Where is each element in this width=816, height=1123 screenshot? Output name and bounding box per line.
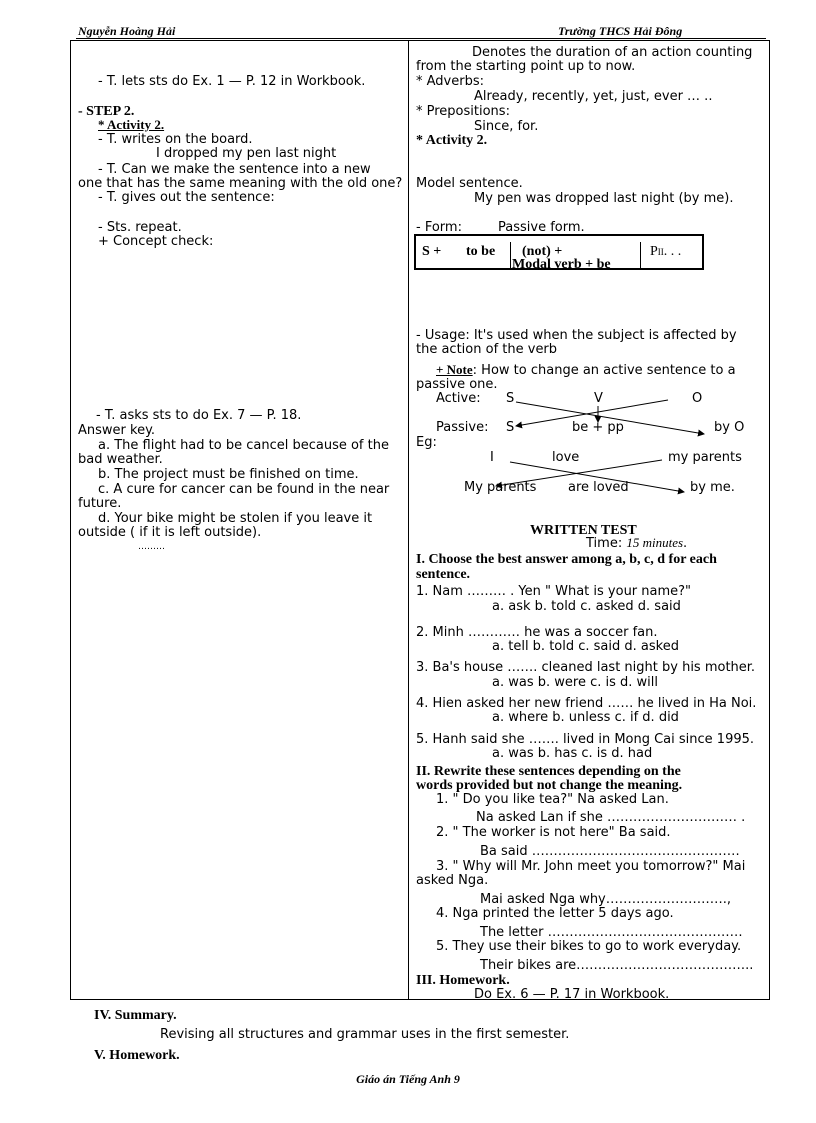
section-1-title: I. Choose the best answer among a, b, c, d for each [416,552,717,567]
answer-b: b. The project must be finished on time. [98,467,359,482]
step-2-heading: - STEP 2. [78,104,135,119]
question-2-options: a. tell b. told c. said d. asked [492,639,679,654]
section-1-title-2: sentence. [416,567,471,582]
arrow-s-to-by [516,402,704,434]
teacher-gives: - T. gives out the sentence: [98,190,275,205]
form-not: (not) + [522,244,563,259]
rewrite-1-answer: Na asked Lan if she ………………………… . [476,810,746,825]
author-name: Nguyễn Hoàng Hải [78,24,176,38]
rewrite-3-answer: Mai asked Nga why………………………., [480,892,732,907]
written-test-title: WRITTEN TEST [530,523,637,538]
rewrite-4: 4. Nga printed the letter 5 days ago. [436,906,674,921]
question-1-options: a. ask b. told c. asked d. said [492,599,681,614]
duration-line-2: from the starting point up to now. [416,59,636,74]
left-workbook: - T. lets sts do Ex. 1 — P. 12 in Workbook. [98,74,366,89]
note-line: + Note: How to change an active sentence to a [436,362,736,378]
eg-i: I [490,450,494,465]
rewrite-5: 5. They use their bikes to go to work everyday. [436,939,742,954]
arrow-o-to-s [516,400,668,426]
eg-my-parents: my parents [668,450,742,465]
students-repeat: - Sts. repeat. [98,220,182,235]
question-3: 3. Ba's house ……. cleaned last night by his mother. [416,660,756,675]
answer-c-2: future. [78,496,122,511]
teacher-asks: - T. asks sts to do Ex. 7 — P. 18. [96,408,302,423]
teacher-writes: - T. writes on the board. [98,132,253,147]
answer-a-2: bad weather. [78,452,163,467]
concept-check: + Concept check: [98,234,214,249]
summary-heading: IV. Summary. [94,1008,177,1023]
active-o: O [692,391,703,406]
summary-text: Revising all structures and grammar uses in the first semester. [160,1027,570,1042]
rewrite-2: 2. " The worker is not here" Ba said. [436,825,671,840]
rewrite-2-answer: Ba said ………………………………………… [480,844,740,859]
answer-a-1: a. The flight had to be cancel because of the [98,438,389,453]
question-1: 1. Nam ……… . Yen " What is your name?" [416,584,692,599]
prepositions-label: * Prepositions: [416,104,510,119]
answer-c-1: c. A cure for cancer can be found in the near [98,482,390,497]
eg-by-me: by me. [690,480,735,495]
passive-label: Passive: [436,420,489,435]
sample-sentence: I dropped my pen last night [156,146,337,161]
school-name: Trường THCS Hải Đông [558,24,683,38]
note-line-2: passive one. [416,377,498,392]
question-5-options: a. was b. has c. is d. had [492,746,653,761]
homework-title: III. Homework. [416,973,510,988]
usage-line-2: the action of the verb [416,342,558,357]
passive-s: S [506,420,515,435]
arrow-i-to-byme [510,462,684,492]
answer-d-2: outside ( if it is left outside). [78,525,262,540]
activity-2-right: * Activity 2. [416,133,488,148]
rewrite-4-answer: The letter ……………………………………… [480,925,743,940]
active-label: Active: [436,391,481,406]
form-label: - Form: [416,220,462,235]
answer-d-1: d. Your bike might be stolen if you leave it [98,511,373,526]
question-2: 2. Minh ………… he was a soccer fan. [416,625,658,640]
form-value: Passive form. [498,220,585,235]
activity-2-heading: * Activity 2. [98,117,165,132]
question-line-2: one that has the same meaning with the old one? [78,176,403,191]
section-2-title-2: words provided but not change the meaning. [416,778,683,793]
form-participle: PII. . . [650,244,682,259]
usage-line-1: - Usage: It's used when the subject is affected by [416,328,737,343]
adverbs-label: * Adverbs: [416,74,484,89]
section-2-title: II. Rewrite these sentences depending on the [416,764,681,779]
eg-are-loved: are loved [568,480,629,495]
active-v: V [594,391,603,406]
form-modal: Modal verb + be [512,257,611,272]
rewrite-3-line-2: asked Nga. [416,873,489,888]
passive-by-o: by O [714,420,745,435]
page-footer: Giáo án Tiếng Anh 9 [356,1072,460,1086]
prepositions-list: Since, for. [474,119,539,134]
answer-key: Answer key. [78,423,156,438]
homework-task: Do Ex. 6 — P. 17 in Workbook. [474,987,670,1002]
form-to-be: to be [466,244,496,259]
question-3-options: a. was b. were c. is d. will [492,675,658,690]
homework-heading: V. Homework. [94,1048,180,1063]
passive-be-pp: be + pp [572,420,624,435]
question-line-1: - T. Can we make the sentence into a new [98,162,371,177]
question-4-options: a. where b. unless c. if d. did [492,710,679,725]
rewrite-1: 1. " Do you like tea?" Na asked Lan. [436,792,669,807]
active-s: S [506,391,515,406]
eg-label: Eg: [416,435,437,450]
rewrite-3-line-1: 3. " Why will Mr. John meet you tomorrow?" Mai [436,859,746,874]
model-sentence: My pen was dropped last night (by me). [474,191,734,206]
adverbs-list: Already, recently, yet, just, ever … .. [474,89,713,104]
time-limit: Time: 15 minutes. [586,535,688,551]
question-5: 5. Hanh said she ……. lived in Mong Cai since 1995. [416,732,755,747]
question-4: 4. Hien asked her new friend …… he lived in Ha Noi. [416,696,757,711]
eg-love: love [552,450,580,465]
rewrite-5-answer: Their bikes are………………………………….. [480,958,754,973]
model-sentence-label: Model sentence. [416,176,523,191]
form-subject: S + [422,244,442,259]
left-dots: ……… [138,542,165,552]
duration-line-1: Denotes the duration of an action counting [472,45,753,60]
eg-my-parents-2: My parents [464,480,537,495]
